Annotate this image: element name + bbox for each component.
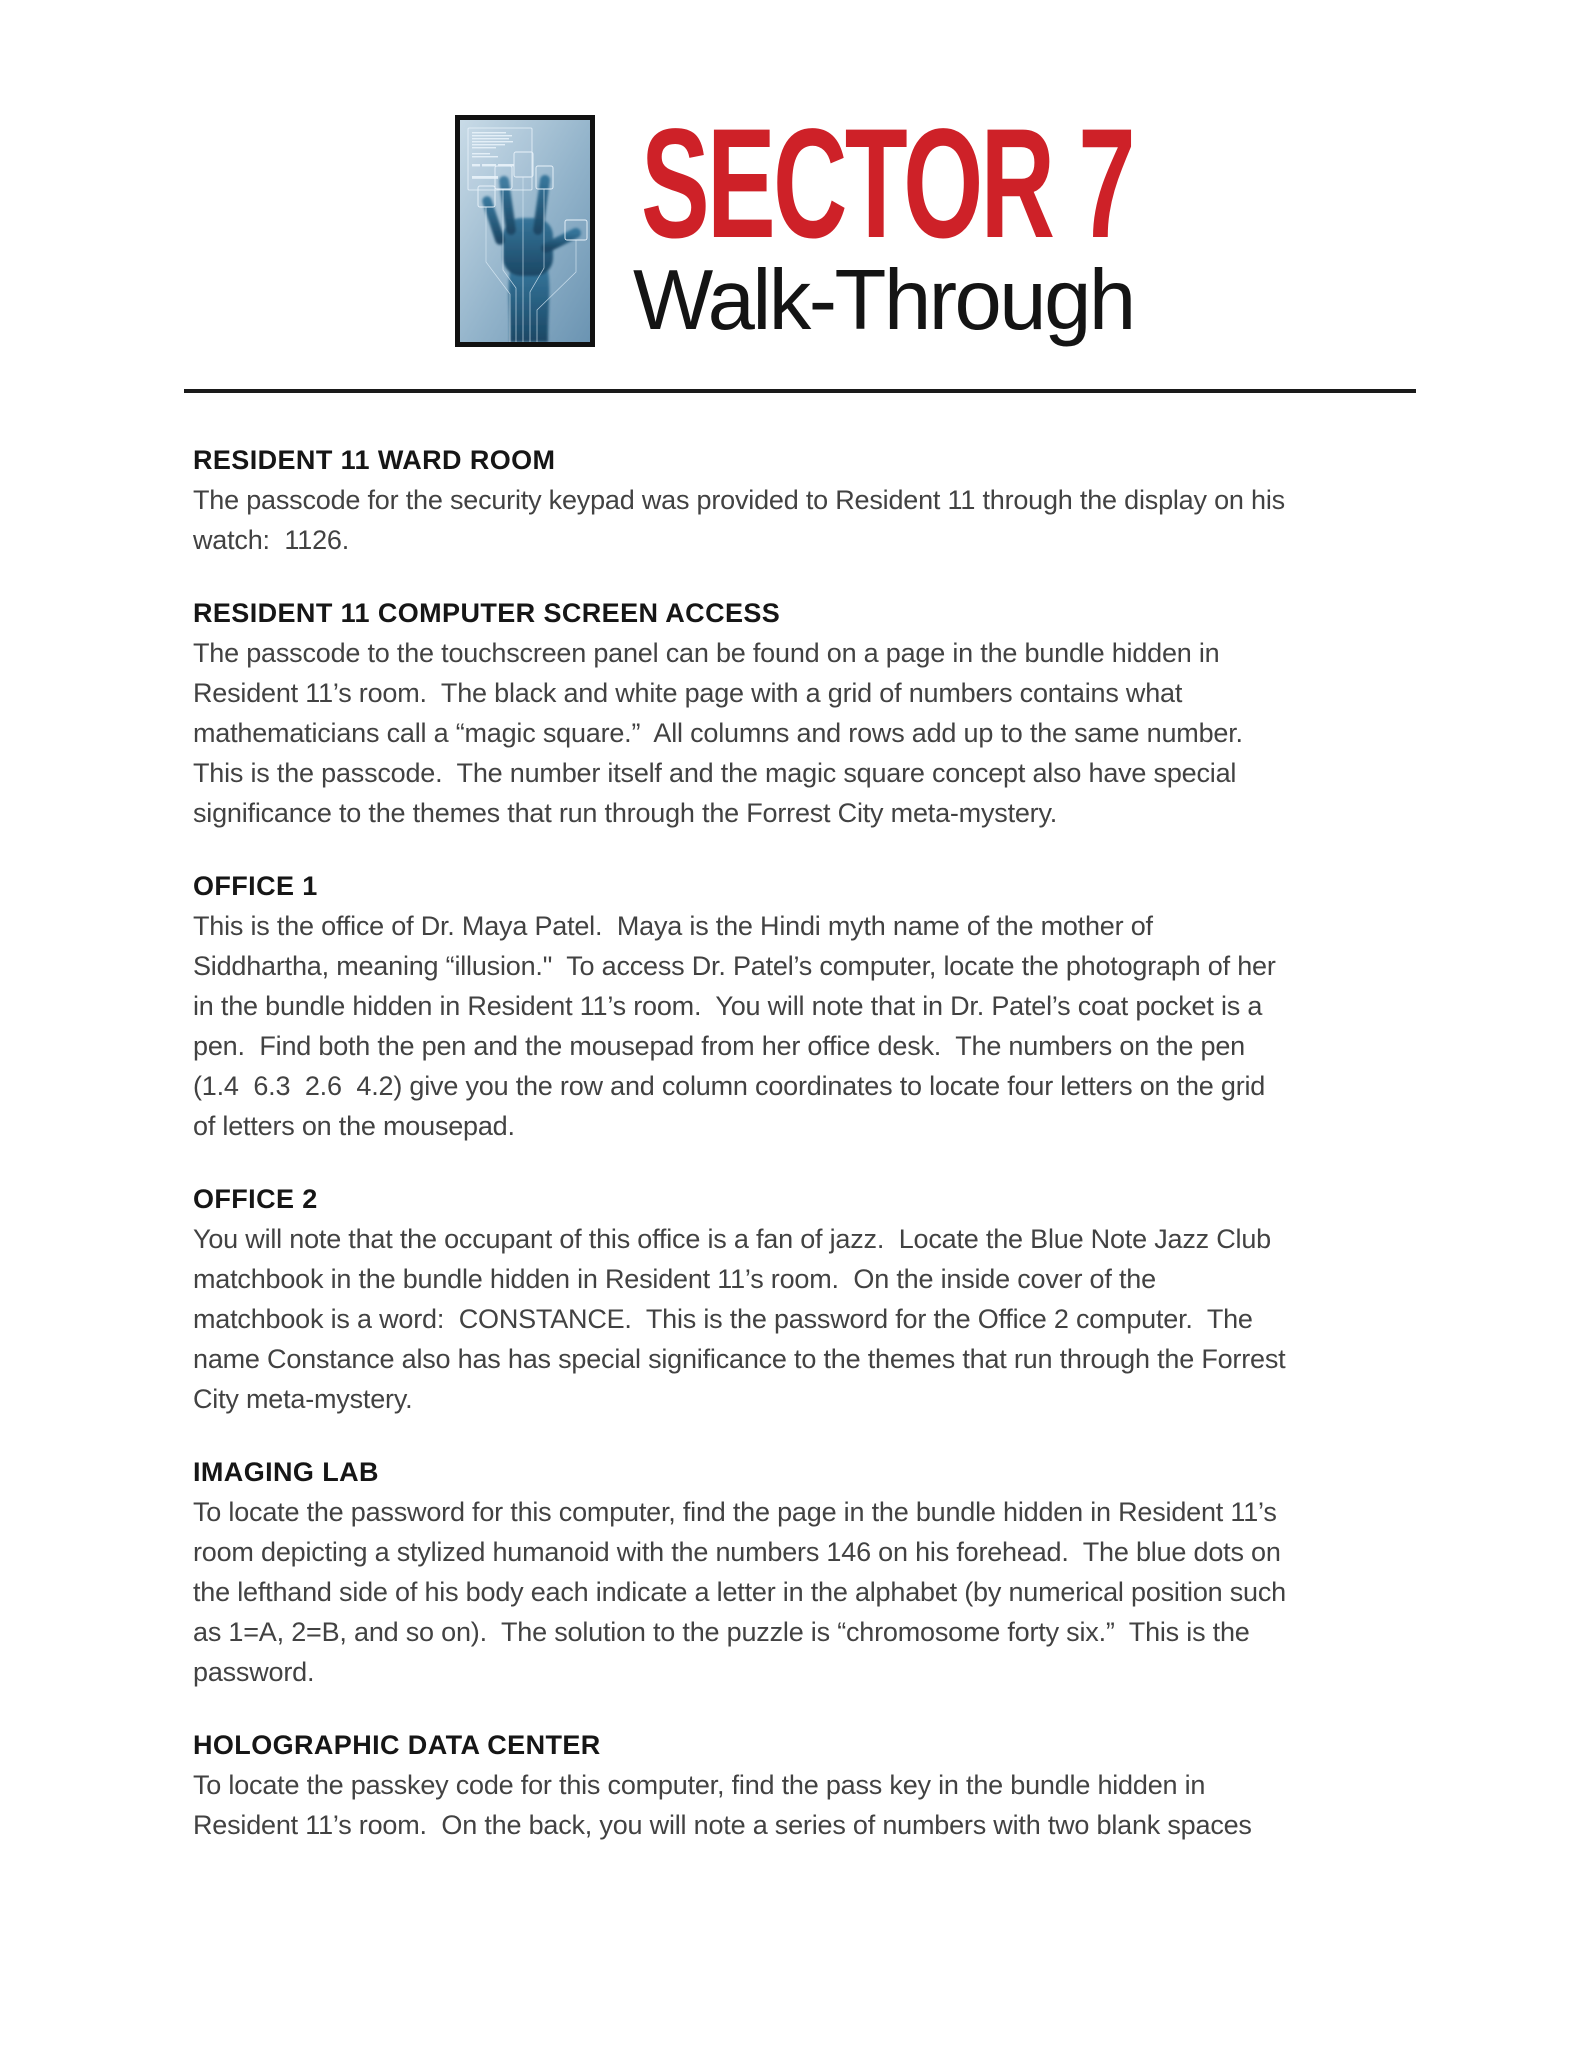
section-office-1 [193, 866, 1463, 1146]
section-office-2 [193, 1179, 1463, 1419]
paragraph-line: mathematicians call a “magic square.” All columns and rows add up to the same number. [193, 718, 1243, 748]
paragraph-line: of letters on the mousepad. [193, 1111, 515, 1141]
paragraph-line: Siddhartha, meaning “illusion." To access Dr. Patel’s computer, locate the photograph of her [193, 951, 1276, 981]
section-imaging-lab [193, 1452, 1463, 1692]
paragraph-line: password. [193, 1657, 315, 1687]
paragraph-line: the lefthand side of his body each indicate a letter in the alphabet (by numerical position such [193, 1577, 1286, 1607]
paragraph-line: Resident 11’s room. On the back, you will note a series of numbers with two blank spaces [193, 1810, 1252, 1840]
paragraph-line: watch: 1126. [193, 525, 349, 555]
paragraph-line: matchbook in the bundle hidden in Resident 11’s room. On the inside cover of the [193, 1264, 1156, 1294]
section-heading: HOLOGRAPHIC DATA CENTER [193, 1730, 601, 1760]
paragraph-line: significance to the themes that run through the Forrest City meta-mystery. [193, 798, 1058, 828]
paragraph-line: (1.4 6.3 2.6 4.2) give you the row and column coordinates to locate four letters on the grid [193, 1071, 1266, 1101]
section-heading: IMAGING LAB [193, 1457, 379, 1487]
paragraph-line: City meta-mystery. [193, 1384, 413, 1414]
section-heading: OFFICE 1 [193, 871, 318, 901]
paragraph-line: in the bundle hidden in Resident 11’s room. You will note that in Dr. Patel’s coat pocket is a [193, 991, 1263, 1021]
paragraph-line: The passcode to the touchscreen panel can be found on a page in the bundle hidden in [193, 638, 1220, 668]
paragraph-line: room depicting a stylized humanoid with the numbers 146 on his forehead. The blue dots on [193, 1537, 1281, 1567]
paragraph-line: To locate the passkey code for this computer, find the pass key in the bundle hidden in [193, 1770, 1206, 1800]
section-heading: OFFICE 2 [193, 1184, 318, 1214]
section-heading: RESIDENT 11 WARD ROOM [193, 445, 556, 475]
paragraph-line: You will note that the occupant of this office is a fan of jazz. Locate the Blue Note Jazz Club [193, 1224, 1271, 1254]
paragraph-line: This is the passcode. The number itself and the magic square concept also have special [193, 758, 1237, 788]
section-resident-11-ward-room [193, 440, 1463, 560]
section-heading: RESIDENT 11 COMPUTER SCREEN ACCESS [193, 598, 781, 628]
paragraph-line: The passcode for the security keypad was provided to Resident 11 through the display on his [193, 485, 1285, 515]
section-resident-11-computer-screen-access [193, 593, 1463, 833]
paragraph-line: pen. Find both the pen and the mousepad from her office desk. The numbers on the pen [193, 1031, 1246, 1061]
paragraph-line: Resident 11’s room. The black and white page with a grid of numbers contains what [193, 678, 1183, 708]
section-holographic-data-center [193, 1725, 1463, 1845]
paragraph-line: This is the office of Dr. Maya Patel. Maya is the Hindi myth name of the mother of [193, 911, 1153, 941]
document-body [193, 0, 1463, 1845]
paragraph-line: To locate the password for this computer, find the page in the bundle hidden in Resident 11’s [193, 1497, 1277, 1527]
paragraph-line: matchbook is a word: CONSTANCE. This is the password for the Office 2 computer. The [193, 1304, 1253, 1334]
page-subtitle: Walk-Through [633, 253, 1134, 348]
paragraph-line: name Constance also has has special significance to the themes that run through the Forrest [193, 1344, 1286, 1374]
paragraph-line: as 1=A, 2=B, and so on). The solution to the puzzle is “chromosome forty six.” This is the [193, 1617, 1250, 1647]
page-title: SECTOR 7 [641, 97, 1133, 271]
